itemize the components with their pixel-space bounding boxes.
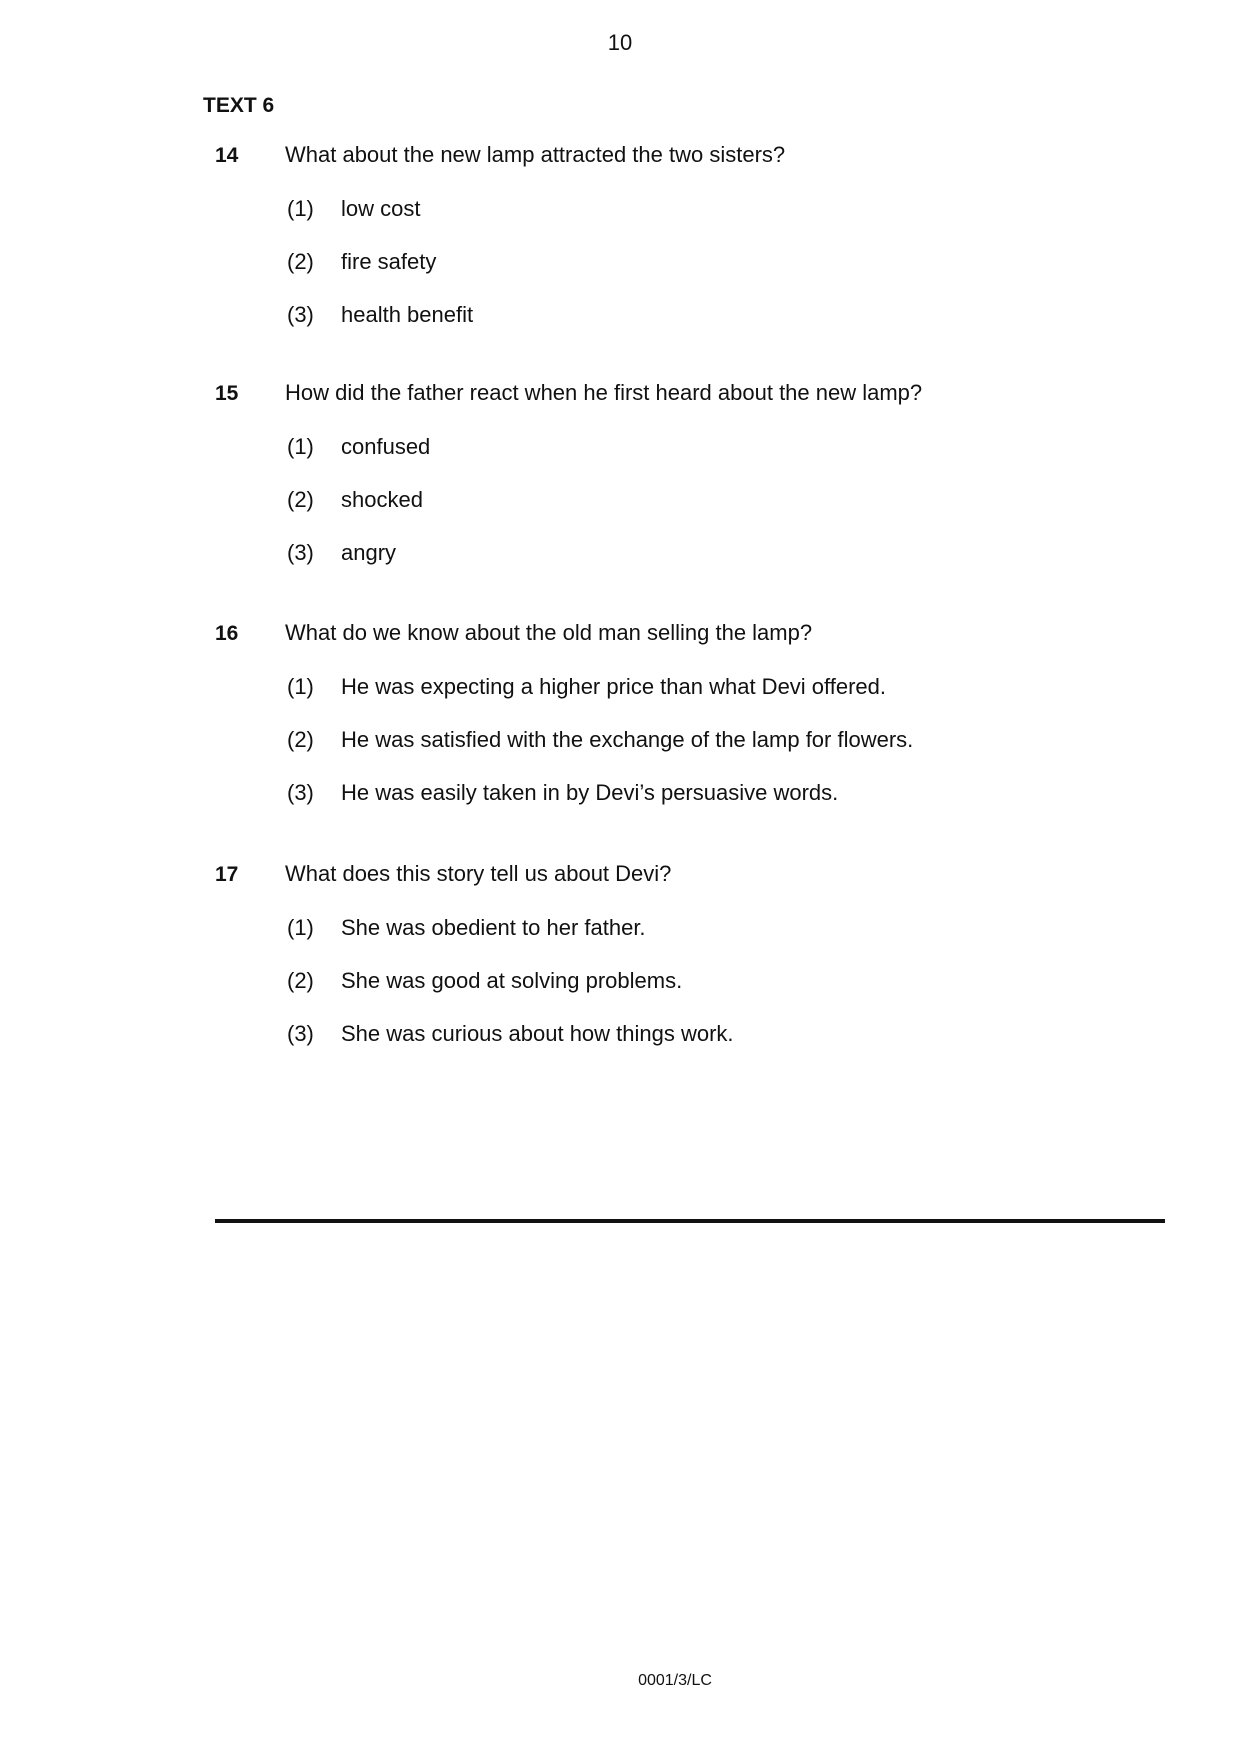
option-item <box>287 968 1115 1021</box>
page-number: 10 <box>607 30 633 55</box>
option-text: She was good at solving problems. <box>341 968 683 993</box>
option-item <box>287 727 1115 780</box>
question-number: 16 <box>215 622 239 645</box>
option-text: She was obedient to her father. <box>341 915 646 940</box>
question-17 <box>215 861 1115 1074</box>
question-14 <box>215 142 1115 355</box>
option-number: (2) <box>287 968 314 993</box>
option-number: (3) <box>287 540 314 565</box>
option-item <box>287 249 1115 302</box>
option-number: (1) <box>287 674 314 699</box>
question-number: 15 <box>215 382 239 405</box>
option-item <box>287 674 1115 727</box>
options-list <box>215 196 1115 355</box>
option-item <box>287 302 1115 355</box>
option-number: (1) <box>287 196 314 221</box>
option-item <box>287 487 1115 540</box>
footer-code: 0001/3/LC <box>638 1672 712 1689</box>
question-number: 14 <box>215 144 239 167</box>
option-text: shocked <box>341 487 423 512</box>
section-title: TEXT 6 <box>203 94 275 117</box>
option-item <box>287 1021 1115 1074</box>
option-item <box>287 434 1115 487</box>
option-text: He was expecting a higher price than what Devi offered. <box>341 674 887 699</box>
section-divider <box>215 1219 1165 1223</box>
option-number: (3) <box>287 780 314 805</box>
option-number: (1) <box>287 434 314 459</box>
option-item <box>287 540 1115 593</box>
question-number: 17 <box>215 863 239 886</box>
question-15 <box>215 380 1115 593</box>
option-number: (2) <box>287 727 314 752</box>
option-text: He was satisfied with the exchange of the lamp for flowers. <box>341 727 914 752</box>
option-text: angry <box>341 540 397 565</box>
option-number: (2) <box>287 487 314 512</box>
option-number: (3) <box>287 302 314 327</box>
option-text: low cost <box>341 196 421 221</box>
option-item <box>287 196 1115 249</box>
question-text: How did the father react when he first heard about the new lamp? <box>285 380 923 405</box>
option-number: (2) <box>287 249 314 274</box>
options-list <box>215 434 1115 593</box>
question-text: What does this story tell us about Devi? <box>285 861 672 886</box>
options-list <box>215 915 1115 1074</box>
option-text: fire safety <box>341 249 437 274</box>
question-text: What do we know about the old man selling the lamp? <box>285 620 813 645</box>
option-text: confused <box>341 434 431 459</box>
option-text: health benefit <box>341 302 474 327</box>
option-number: (1) <box>287 915 314 940</box>
option-item <box>287 915 1115 968</box>
question-16 <box>215 620 1115 833</box>
option-text: She was curious about how things work. <box>341 1021 734 1046</box>
option-number: (3) <box>287 1021 314 1046</box>
option-item <box>287 780 1115 833</box>
option-text: He was easily taken in by Devi’s persuasive words. <box>341 780 839 805</box>
options-list <box>215 674 1115 833</box>
question-text: What about the new lamp attracted the two sisters? <box>285 142 786 167</box>
